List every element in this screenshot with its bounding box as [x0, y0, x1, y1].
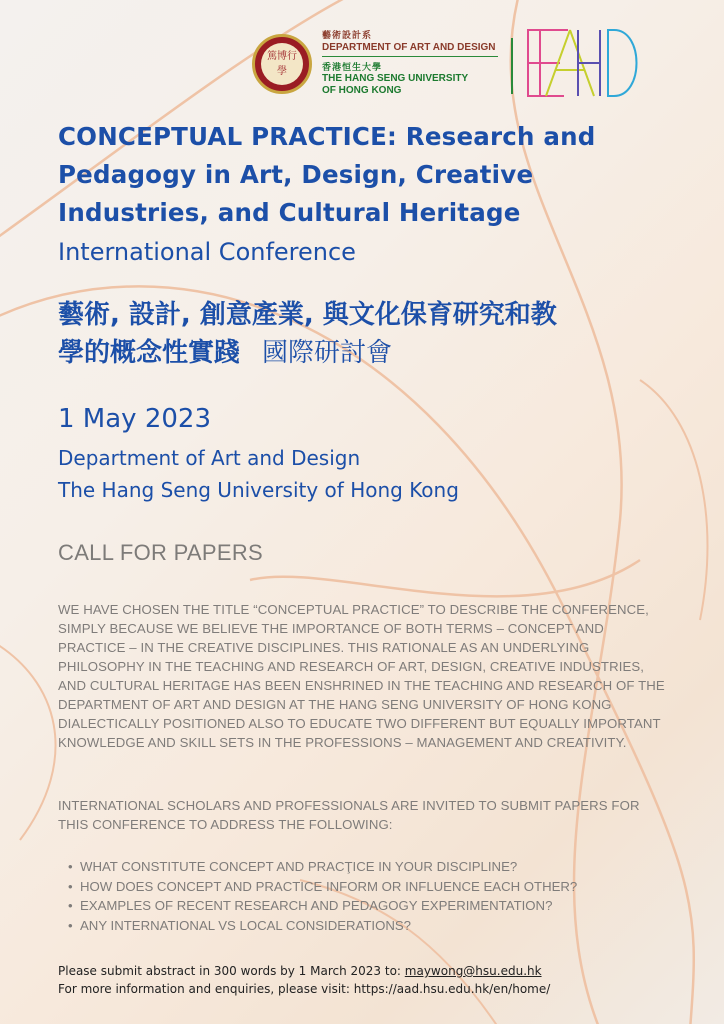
- venue-line2: The Hang Seng University of Hong Kong: [58, 478, 459, 502]
- info-line: [58, 980, 678, 998]
- submission-text: Please submit abstract in 300 words by 1 March 2023 to:: [58, 964, 405, 978]
- aad-logo-icon: [524, 26, 642, 100]
- email-link[interactable]: maywong@hsu.edu.hk: [404, 964, 542, 978]
- list-item: • HOW DOES CONCEPT AND PRACTICE INFORM OR INFLUENCE EACH OTHER?: [68, 877, 668, 897]
- title-zh-line1: 藝術, 設計, 創意產業, 與文化保育研究和教: [58, 300, 557, 330]
- logo-divider: [511, 38, 513, 94]
- cfp-topics-list: [68, 857, 668, 935]
- seal-char: 行: [287, 51, 297, 62]
- title-zh-light: 國際研討會: [262, 338, 393, 368]
- conference-venue: [58, 442, 678, 506]
- university-name-en-line2: OF HONG KONG: [322, 85, 402, 96]
- seal-char: 篤: [267, 51, 277, 62]
- title-line: CONCEPTUAL PRACTICE: Research and: [58, 122, 596, 151]
- title-zh-line2: [58, 334, 678, 372]
- department-name-zh: 藝術設計系: [322, 30, 373, 40]
- list-item: • EXAMPLES OF RECENT RESEARCH AND PEDAGOGY EXPERIMENTATION?: [68, 896, 668, 916]
- conference-title-en: [58, 118, 678, 232]
- conference-date: 1 May 2023: [58, 404, 211, 434]
- submission-footer: [58, 962, 678, 998]
- university-name-en-line1: THE HANG SENG UNIVERSITY: [322, 73, 469, 84]
- info-text: For more information and enquiries, please visit:: [58, 982, 354, 996]
- conference-subtitle-en: International Conference: [58, 238, 356, 266]
- list-item: • ANY INTERNATIONAL VS LOCAL CONSIDERATIONS?: [68, 916, 668, 936]
- conference-title-zh: [58, 296, 678, 372]
- call-for-papers-heading: CALL FOR PAPERS: [58, 540, 264, 565]
- title-line: Pedagogy in Art, Design, Creative: [58, 160, 534, 189]
- department-wordmark: [322, 28, 502, 97]
- cfp-invitation-paragraph: INTERNATIONAL SCHOLARS AND PROFESSIONALS ARE INVITED TO SUBMIT PAPERS FOR THIS CONFERENCE TO ADDRESS THE FOLLOWING:: [58, 798, 640, 832]
- seal-char: 學: [277, 66, 287, 77]
- university-name-zh: 香港恒生大學: [322, 62, 383, 72]
- title-line: Industries, and Cultural Heritage: [58, 198, 521, 227]
- divider: [322, 56, 498, 57]
- website-link[interactable]: https://aad.hsu.edu.hk/en/home/: [353, 982, 551, 996]
- department-name-en: DEPARTMENT OF ART AND DESIGN: [322, 42, 496, 53]
- list-item: • WHAT CONSTITUTE CONCEPT AND PRACŢICE IN YOUR DISCIPLINE?: [68, 857, 668, 877]
- venue-line1: Department of Art and Design: [58, 446, 361, 470]
- seal-char: 博: [277, 51, 287, 62]
- header-logos: [252, 26, 652, 106]
- university-seal-logo: [252, 34, 312, 94]
- title-zh-bold: 學的概念性實踐: [58, 338, 241, 368]
- cfp-description-paragraph: WE HAVE CHOSEN THE TITLE “CONCEPTUAL PRACTICE” TO DESCRIBE THE CONFERENCE, SIMPLY BECAUSE WE BELIEVE THE IMPORTANCE OF BOTH TERMS – CONCEPT AND PRACTICE – IN THE CREATIVE DISCIPLINES. THIS RATIONALE AS AN UNDERLYING PHILOSOPHY IN THE TEACHING AND RESEARCH OF ART, DESIGN, CREATIVE INDUSTRIES, AND CULTURAL HERITAGE HAS BEEN ENSHRINED IN THE TEACHING AND RESEARCH OF THE DEPARTMENT OF ART AND DESIGN AT THE HANG SENG UNIVERSITY OF HONG KONG DIALECTICALLY POSITIONED ALSO TO EDUCATE TWO DIFFERENT BUT EQUALLY IMPORTANT KNOWLEDGE AND SKILL SETS IN THE PROFESSIONS – MANAGEMENT AND CREATIVITY.: [58, 602, 665, 750]
- submission-line: [58, 962, 678, 980]
